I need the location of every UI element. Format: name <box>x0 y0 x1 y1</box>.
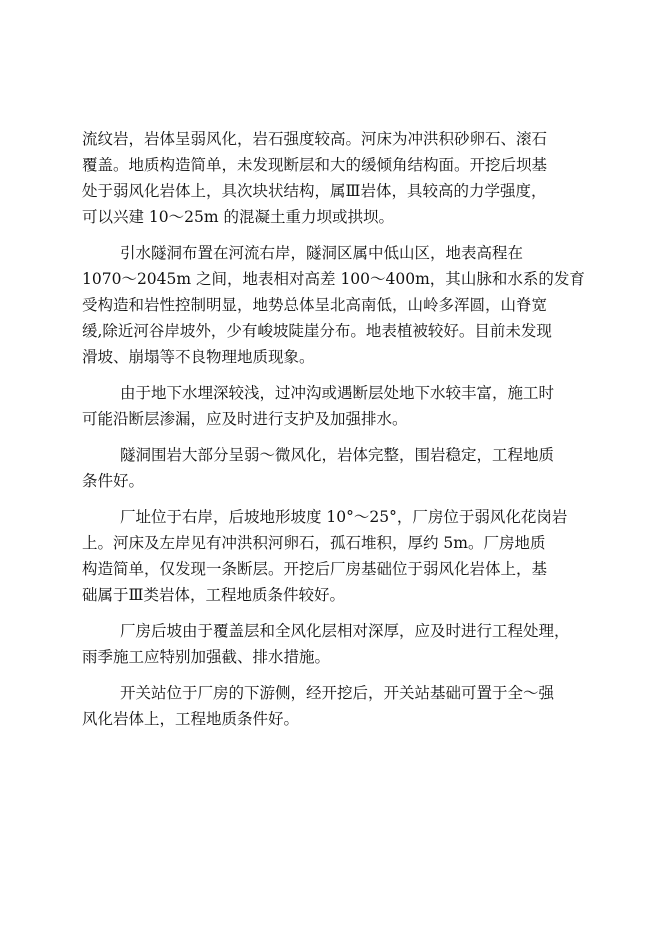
paragraph-1-line-4: 可以兴建 10～25m 的混凝土重力坝或拱坝。 <box>82 208 394 226</box>
paragraph-gap <box>82 494 582 504</box>
paragraph-2-line-5: 滑坡、崩塌等不良物理地质现象。 <box>82 348 315 366</box>
paragraph-2-line-4: 缓,除近河谷岸坡外，少有峻坡陡崖分布。地表植被较好。目前未发现 <box>82 322 552 340</box>
paragraph-2-line-3: 受构造和岩性控制明显，地势总体呈北高南低，山岭多浑圆，山脊宽 <box>82 296 548 314</box>
paragraph-1-line-3: 处于弱风化岩体上，具次块状结构，属Ⅲ岩体，具较高的力学强度， <box>82 182 547 200</box>
paragraph-gap <box>82 432 582 442</box>
paragraph-6-line-1: 厂房后坡由于覆盖层和全风化层相对深厚，应及时进行工程处理， <box>120 622 570 640</box>
paragraph-5-line-2: 上。河床及左岸见有冲洪积河卵石，孤石堆积，厚约 5m。厂房地质 <box>82 534 546 552</box>
paragraph-5-line-4: 础属于Ⅲ类岩体，工程地质条件较好。 <box>82 586 345 604</box>
paragraph-1-line-2: 覆盖。地质构造简单，未发现断层和大的缓倾角结构面。开挖后坝基 <box>82 156 548 174</box>
paragraph-gap <box>82 370 582 380</box>
paragraph-1-line-1: 流纹岩，岩体呈弱风化，岩石强度较高。河床为冲洪积砂卵石、滚石 <box>82 130 548 148</box>
paragraph-gap <box>82 608 582 618</box>
paragraph-5-line-1: 厂址位于右岸，后坡地形坡度 10°～25°，厂房位于弱风化花岗岩 <box>120 508 568 526</box>
paragraph-5-line-3: 构造简单，仅发现一条断层。开挖后厂房基础位于弱风化岩体上，基 <box>82 560 548 578</box>
paragraph-7-line-1: 开关站位于厂房的下游侧，经开挖后，开关站基础可置于全～强 <box>120 684 555 702</box>
paragraph-2-line-1: 引水隧洞布置在河流右岸，隧洞区属中低山区，地表高程在 <box>120 244 524 262</box>
paragraph-4-line-1: 隧洞围岩大部分呈弱～微风化，岩体完整，围岩稳定，工程地质 <box>120 446 555 464</box>
paragraph-7-line-2: 风化岩体上，工程地质条件好。 <box>82 710 300 728</box>
paragraph-2-line-2: 1070～2045m 之间，地表相对高差 100～400m，其山脉和水系的发育 <box>82 270 585 288</box>
paragraph-3-line-1: 由于地下水埋深较浅，过冲沟或遇断层处地下水较丰富，施工时 <box>120 384 555 402</box>
document-body <box>82 126 585 732</box>
paragraph-6-line-2: 雨季施工应特别加强截、排水措施。 <box>82 648 331 666</box>
paragraph-4-line-2: 条件好。 <box>82 472 145 490</box>
paragraph-gap <box>82 670 582 680</box>
paragraph-gap <box>82 230 582 240</box>
paragraph-3-line-2: 可能沿断层渗漏，应及时进行支护及加强排水。 <box>82 410 408 428</box>
